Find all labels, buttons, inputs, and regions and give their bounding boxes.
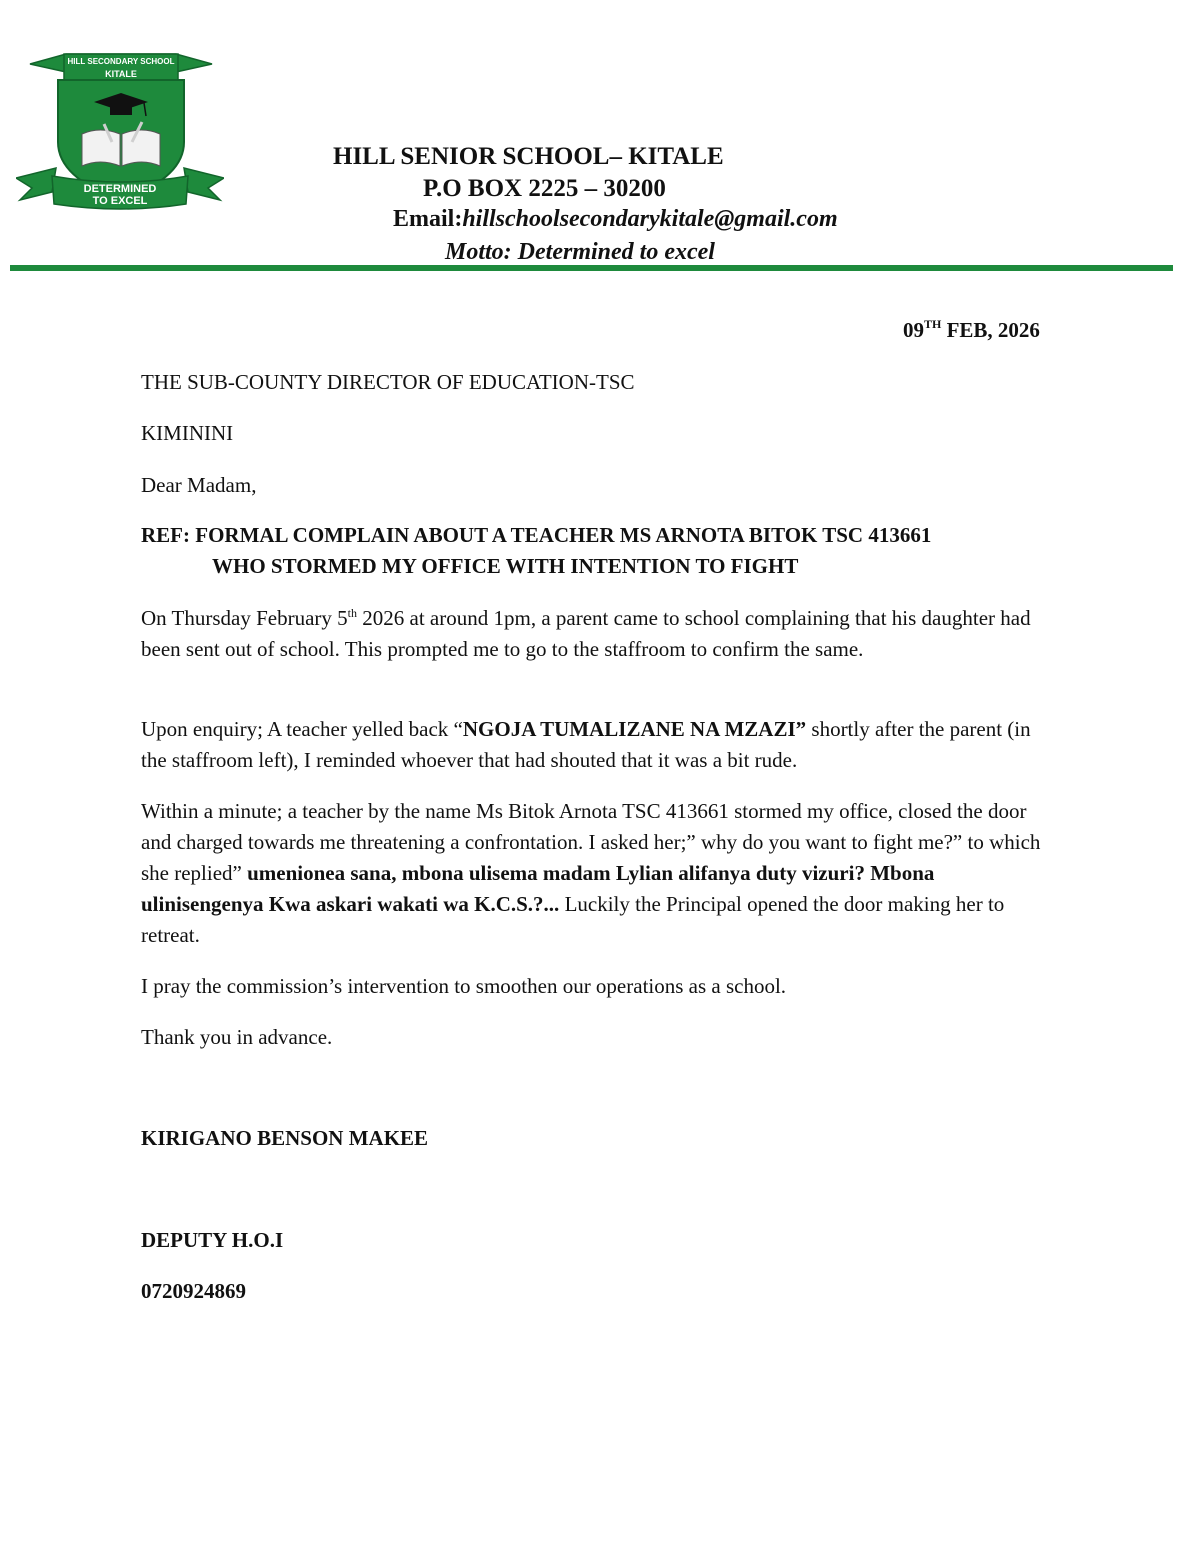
body-paragraph-1 [141, 603, 1061, 665]
letter-date [903, 318, 1040, 343]
school-motto: Motto: Determined to excel [445, 239, 715, 265]
body-paragraph-2 [141, 714, 1061, 776]
recipient-location: KIMININI [141, 421, 234, 445]
p2-quote: NGOJA TUMALIZANE NA MZAZI” [462, 717, 807, 741]
reference-line2: WHO STORMED MY OFFICE WITH INTENTION TO FIGHT [212, 554, 799, 578]
date-suffix: TH [924, 317, 942, 331]
signatory-title: DEPUTY H.O.I [141, 1228, 284, 1252]
date-day: 09 [903, 318, 924, 342]
p1-text-b: 2026 at around 1pm, a parent came to school complaining that his daughter had been sent out of school. This prompted me to go to the staffroom to confirm the same. [141, 606, 1031, 661]
po-box: P.O BOX 2225 – 30200 [423, 175, 666, 202]
crest-banner-top-line1: HILL SECONDARY SCHOOL [67, 57, 175, 66]
date-month-year: FEB, 2026 [941, 318, 1040, 342]
email-address: hillschoolsecondarykitale@gmail.com [462, 206, 838, 232]
email-label: Email: [393, 206, 463, 232]
p2-text-b: shortly after the parent (in the staffroom left), I reminded whoever that had shouted that it was a bit rude. [141, 717, 1031, 772]
reference-line1: REF: FORMAL COMPLAIN ABOUT A TEACHER MS ARNOTA BITOK TSC 413661 [141, 523, 932, 547]
body-paragraph-4: I pray the commission’s intervention to smoothen our operations as a school. [141, 974, 787, 998]
signatory-name: KIRIGANO BENSON MAKEE [141, 1126, 429, 1150]
body-paragraph-3 [141, 796, 1061, 951]
crest-graphic [16, 50, 224, 212]
p1-text-a: On Thursday February 5 [141, 606, 348, 630]
crest-banner-bottom-line1: DETERMINED [83, 183, 157, 195]
salutation: Dear Madam, [141, 473, 257, 497]
crest-banner-bottom-line2: TO EXCEL [92, 195, 148, 207]
p3-quote: umenionea sana, mbona ulisema madam Lylian alifanya duty vizuri? Mbona ulinisengenya Kwa askari wakati wa K.C.S.?... [141, 861, 935, 916]
p3-text-a: Within a minute; a teacher by the name Ms Bitok Arnota TSC 413661 stormed my office, closed the door and charged towards me threatening a confrontation. I asked her;” why do you want to fight me?” to which she replied” [141, 799, 1041, 885]
p1-superscript: th [347, 606, 358, 620]
signatory-phone: 0720924869 [141, 1279, 246, 1303]
recipient-title: THE SUB-COUNTY DIRECTOR OF EDUCATION-TSC [141, 370, 635, 394]
email-line [393, 206, 838, 233]
p3-text-b: Luckily the Principal opened the door making her to retreat. [141, 892, 1005, 947]
p2-text-a: Upon enquiry; A teacher yelled back “ [141, 717, 463, 741]
school-name: HILL SENIOR SCHOOL– KITALE [333, 143, 724, 170]
school-crest [16, 50, 224, 212]
body-paragraph-5: Thank you in advance. [141, 1025, 333, 1049]
crest-banner-top-line2: KITALE [105, 69, 137, 79]
letterhead-divider [10, 265, 1173, 271]
